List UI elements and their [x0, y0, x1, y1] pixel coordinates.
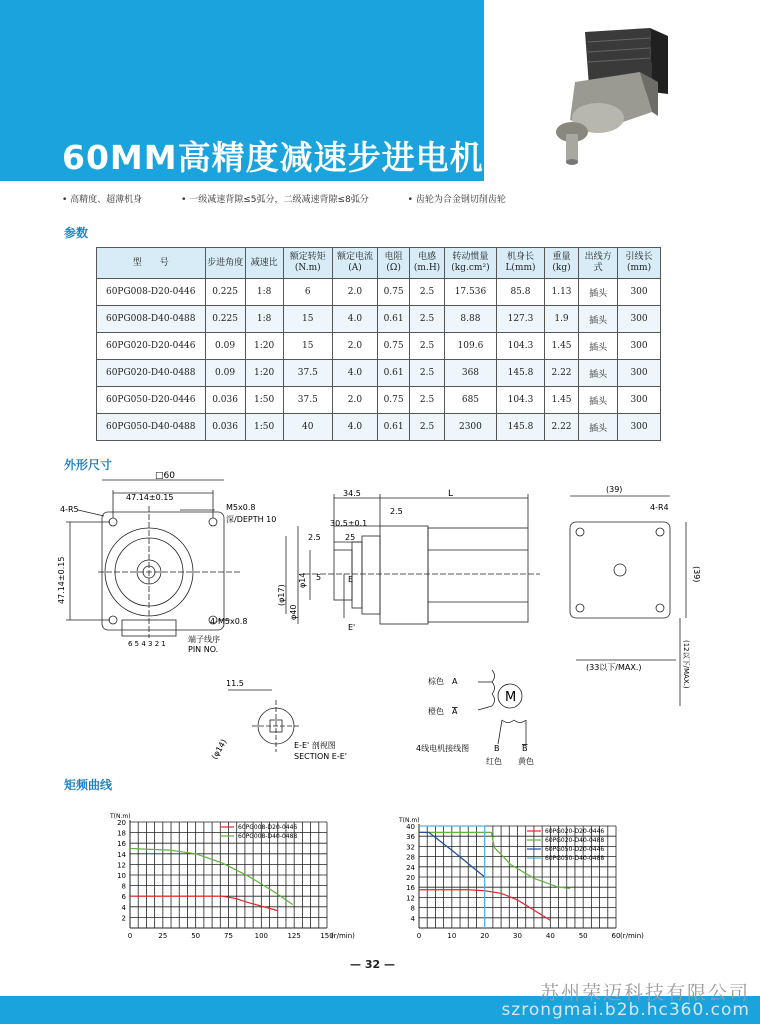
table-cell: 60PG050-D20-0446 — [97, 387, 206, 414]
table-row — [97, 414, 661, 441]
table-cell: 40 — [283, 414, 332, 441]
table-cell: 60PG020-D20-0446 — [97, 333, 206, 360]
y-tick-label: 18 — [117, 829, 126, 838]
table-cell: 2300 — [444, 414, 496, 441]
dim-pitch-v: 47.14±0.15 — [57, 556, 66, 604]
table-cell: 60PG050-D40-0488 — [97, 414, 206, 441]
table-cell: 0.036 — [205, 387, 245, 414]
table-row — [97, 387, 661, 414]
dim-depth: 深/DEPTH 10 — [226, 515, 277, 524]
x-tick-label: 20 — [480, 932, 490, 940]
col-header: 型 号 — [97, 248, 206, 279]
table-cell: 1:50 — [245, 414, 283, 441]
dim-phi14-section: (φ14) — [209, 737, 229, 761]
table-cell: 插头 — [579, 360, 618, 387]
feature-item: • 一级减速背隙≤5弧分，二级减速背隙≤8弧分 — [181, 195, 369, 205]
col-header: 转动惯量(kg.cm²) — [444, 248, 496, 279]
dim-phi17: (φ17) — [277, 584, 286, 606]
feature-item: • 齿轮为合金钢切削齿轮 — [407, 195, 506, 205]
y-tick-label: 16 — [117, 840, 126, 849]
feature-list — [62, 192, 542, 205]
table-cell: 60PG008-D20-0446 — [97, 279, 206, 306]
x-tick-label: 75 — [224, 932, 233, 940]
table-cell: 0.09 — [205, 333, 245, 360]
y-tick-label: 24 — [406, 863, 415, 872]
x-axis-label: (r/min) — [620, 932, 644, 940]
website-url: szrongmai.b2b.hc360.com — [501, 1000, 750, 1020]
table-cell: 4.0 — [333, 306, 378, 333]
rear-view-drawing — [570, 496, 686, 706]
x-axis-label: (r/min) — [331, 932, 355, 940]
pin-label: 端子线序 — [188, 635, 220, 644]
table-header-row — [97, 248, 661, 279]
y-tick-label: 10 — [117, 872, 126, 880]
table-cell: 0.225 — [205, 306, 245, 333]
dim-pitch-h: 47.14±0.15 — [126, 493, 174, 502]
motor-photo-image — [540, 22, 690, 172]
table-cell: 4.0 — [333, 414, 378, 441]
table-cell: 145.8 — [497, 360, 545, 387]
table-cell: 0.61 — [377, 360, 409, 387]
table-cell: 0.036 — [205, 414, 245, 441]
y-tick-label: 16 — [406, 884, 415, 893]
company-name: 苏州荣迈科技有限公司 — [539, 982, 750, 1004]
dim-square: □60 — [155, 471, 175, 481]
table-cell: 1.13 — [544, 279, 578, 306]
x-tick-label: 50 — [191, 932, 201, 940]
side-view-drawing — [286, 494, 540, 624]
pin-numbers: 6 5 4 3 2 1 — [128, 640, 166, 648]
x-tick-label: 40 — [545, 932, 555, 940]
wire-pin-bbar: B — [522, 744, 528, 753]
dim-11-5: 11.5 — [226, 679, 244, 688]
table-cell: 1:20 — [245, 333, 283, 360]
table-row — [97, 279, 661, 306]
table-cell: 8.88 — [444, 306, 496, 333]
col-header: 机身长L(mm) — [497, 248, 545, 279]
y-tick-label: 28 — [406, 853, 415, 862]
table-cell: 2.22 — [544, 414, 578, 441]
table-cell: 插头 — [579, 414, 618, 441]
table-cell: 60PG020-D40-0488 — [97, 360, 206, 387]
table-cell: 2.5 — [410, 414, 445, 441]
table-cell: 2.5 — [410, 387, 445, 414]
wire-color-b: 红色 — [486, 757, 502, 766]
table-cell: 1:20 — [245, 360, 283, 387]
table-cell: 1:50 — [245, 387, 283, 414]
dim-12-max: (12以下/MAX.) — [682, 640, 690, 689]
y-tick-label: 12 — [117, 861, 126, 870]
table-cell: 2.22 — [544, 360, 578, 387]
table-cell: 1.45 — [544, 387, 578, 414]
dim-2-5-right: 2.5 — [390, 507, 403, 516]
x-tick-label: 60 — [611, 932, 621, 940]
dim-30-5: 30.5±0.1 — [330, 519, 368, 528]
wire-color-bbar: 黄色 — [518, 757, 534, 766]
wire-color-abar: 橙色 — [428, 707, 444, 716]
col-header: 电阻(Ω) — [377, 248, 409, 279]
dim-corner-r5: 4-R5 — [60, 505, 79, 514]
table-cell: 0.61 — [377, 306, 409, 333]
page-title: 60MM高精度减速步进电机 — [62, 138, 484, 177]
table-cell: 15 — [283, 333, 332, 360]
y-tick-label: 4 — [410, 914, 415, 923]
section-caption-en: SECTION E-E' — [294, 752, 347, 761]
section-view-drawing — [228, 690, 300, 752]
table-cell: 145.8 — [497, 414, 545, 441]
table-cell: 0.225 — [205, 279, 245, 306]
dim-39-v: (39) — [692, 566, 701, 583]
wiring-diagram — [478, 670, 526, 744]
table-cell: 104.3 — [497, 333, 545, 360]
table-row — [97, 333, 661, 360]
table-cell: 300 — [618, 360, 661, 387]
params-table — [96, 247, 661, 441]
front-view-drawing — [66, 480, 240, 638]
table-cell: 2.0 — [333, 333, 378, 360]
y-tick-label: 8 — [121, 882, 126, 891]
table-cell: 109.6 — [444, 333, 496, 360]
y-tick-label: 36 — [406, 833, 415, 842]
table-cell: 300 — [618, 306, 661, 333]
legend-label: 60PG020-D20-0446 — [545, 828, 605, 835]
table-cell: 300 — [618, 333, 661, 360]
section-caption-cn: E-E' 剖视图 — [294, 741, 336, 750]
x-tick-label: 10 — [447, 932, 457, 940]
pin-no-label: PIN NO. — [188, 645, 219, 654]
y-axis-label: T(N.m) — [399, 817, 420, 824]
table-cell: 368 — [444, 360, 496, 387]
table-cell: 2.0 — [333, 279, 378, 306]
x-tick-label: 125 — [287, 932, 301, 940]
table-row — [97, 360, 661, 387]
x-tick-label: 150 — [320, 932, 334, 940]
table-cell: 2.5 — [410, 306, 445, 333]
legend-label: 60PG008-D40-0488 — [238, 833, 298, 840]
table-cell: 2.5 — [410, 333, 445, 360]
table-cell: 60PG008-D40-0488 — [97, 306, 206, 333]
dim-34-5: 34.5 — [343, 489, 361, 498]
y-tick-label: 4 — [121, 903, 126, 912]
y-tick-label: 6 — [121, 893, 126, 902]
table-cell: 4.0 — [333, 360, 378, 387]
y-tick-label: 40 — [406, 823, 415, 831]
col-header: 出线方式 — [579, 248, 618, 279]
table-cell: 插头 — [579, 279, 618, 306]
table-cell: 685 — [444, 387, 496, 414]
dim-phi14: φ14 — [298, 572, 307, 588]
col-header: 额定电流(A) — [333, 248, 378, 279]
table-cell: 1:8 — [245, 306, 283, 333]
table-cell: 1:8 — [245, 279, 283, 306]
table-cell: 插头 — [579, 306, 618, 333]
dimension-drawings — [40, 470, 730, 770]
section-mark-e: E — [348, 575, 354, 584]
x-tick-label: 30 — [513, 932, 522, 940]
y-tick-label: 12 — [406, 894, 415, 903]
y-tick-label: 2 — [121, 914, 126, 923]
x-tick-label: 50 — [578, 932, 588, 940]
wire-pin-abar: A — [452, 707, 458, 716]
table-cell: 127.3 — [497, 306, 545, 333]
table-cell: 37.5 — [283, 360, 332, 387]
y-tick-label: 8 — [410, 904, 415, 913]
table-cell: 2.0 — [333, 387, 378, 414]
table-cell: 0.75 — [377, 279, 409, 306]
table-cell: 0.75 — [377, 387, 409, 414]
dim-39-h: (39) — [606, 485, 623, 494]
table-cell: 插头 — [579, 387, 618, 414]
table-cell: 0.61 — [377, 414, 409, 441]
legend-label: 60PG008-D20-0446 — [238, 824, 298, 831]
section-mark-e2: E' — [348, 623, 356, 632]
col-header: 步进角度 — [205, 248, 245, 279]
wire-pin-a: A — [452, 677, 458, 686]
wire-pin-b: B — [494, 744, 500, 753]
section-title-curves: 矩频曲线 — [64, 778, 113, 792]
table-cell: 85.8 — [497, 279, 545, 306]
table-cell: 0.75 — [377, 333, 409, 360]
table-cell: 1.9 — [544, 306, 578, 333]
col-header: 减速比 — [245, 248, 283, 279]
table-cell: 300 — [618, 414, 661, 441]
y-tick-label: 20 — [406, 874, 415, 882]
y-axis-label: T(N.m) — [110, 813, 131, 820]
table-cell: 104.3 — [497, 387, 545, 414]
x-tick-label: 25 — [158, 932, 168, 940]
table-cell: 0.09 — [205, 360, 245, 387]
legend-label: 60PG050-D40-0488 — [545, 855, 605, 862]
y-tick-label: 32 — [406, 843, 415, 852]
table-cell: 15 — [283, 306, 332, 333]
table-cell: 300 — [618, 387, 661, 414]
legend-label: 60PG050-D20-0446 — [545, 846, 605, 853]
table-row — [97, 306, 661, 333]
wire-color-a: 棕色 — [428, 677, 444, 686]
table-cell: 2.5 — [410, 279, 445, 306]
col-header: 额定转矩(N.m) — [283, 248, 332, 279]
motor-symbol: M — [505, 690, 517, 705]
wiring-title: 4线电机接线图 — [416, 744, 470, 753]
dim-corner-r4: 4-R4 — [650, 503, 669, 512]
dim-5: 5 — [316, 573, 322, 582]
dim-screw: M5x0.8 — [226, 503, 256, 512]
table-cell: 37.5 — [283, 387, 332, 414]
dim-phi40: φ40 — [289, 604, 298, 620]
x-tick-label: 0 — [127, 932, 133, 940]
section-title-params: 参数 — [64, 226, 89, 240]
y-tick-label: 14 — [117, 850, 126, 859]
col-header: 电感(m.H) — [410, 248, 445, 279]
col-header: 引线长(mm) — [618, 248, 661, 279]
section-title-dimensions: 外形尺寸 — [64, 458, 113, 472]
table-cell: 插头 — [579, 333, 618, 360]
legend-label: 60PG020-D40-0488 — [545, 837, 605, 844]
dim-2-5-left: 2.5 — [308, 533, 321, 542]
col-header: 重量(kg) — [544, 248, 578, 279]
x-tick-label: 100 — [254, 932, 269, 940]
dim-25: 25 — [345, 533, 356, 542]
table-cell: 300 — [618, 279, 661, 306]
torque-curve-chart-1 — [90, 796, 360, 951]
x-tick-label: 0 — [416, 932, 422, 940]
table-cell: 6 — [283, 279, 332, 306]
y-tick-label: 20 — [117, 819, 126, 827]
feature-item: • 高精度、超薄机身 — [62, 195, 143, 205]
table-cell: 2.5 — [410, 360, 445, 387]
dim-L: L — [448, 489, 454, 499]
dim-33-max: (33以下/MAX.) — [586, 663, 642, 672]
torque-curve-chart-2 — [395, 796, 670, 951]
table-cell: 17.536 — [444, 279, 496, 306]
dim-holes: 4-M5x0.8 — [210, 617, 248, 626]
table-cell: 1.45 — [544, 333, 578, 360]
page-number: — 32 — — [350, 958, 395, 971]
